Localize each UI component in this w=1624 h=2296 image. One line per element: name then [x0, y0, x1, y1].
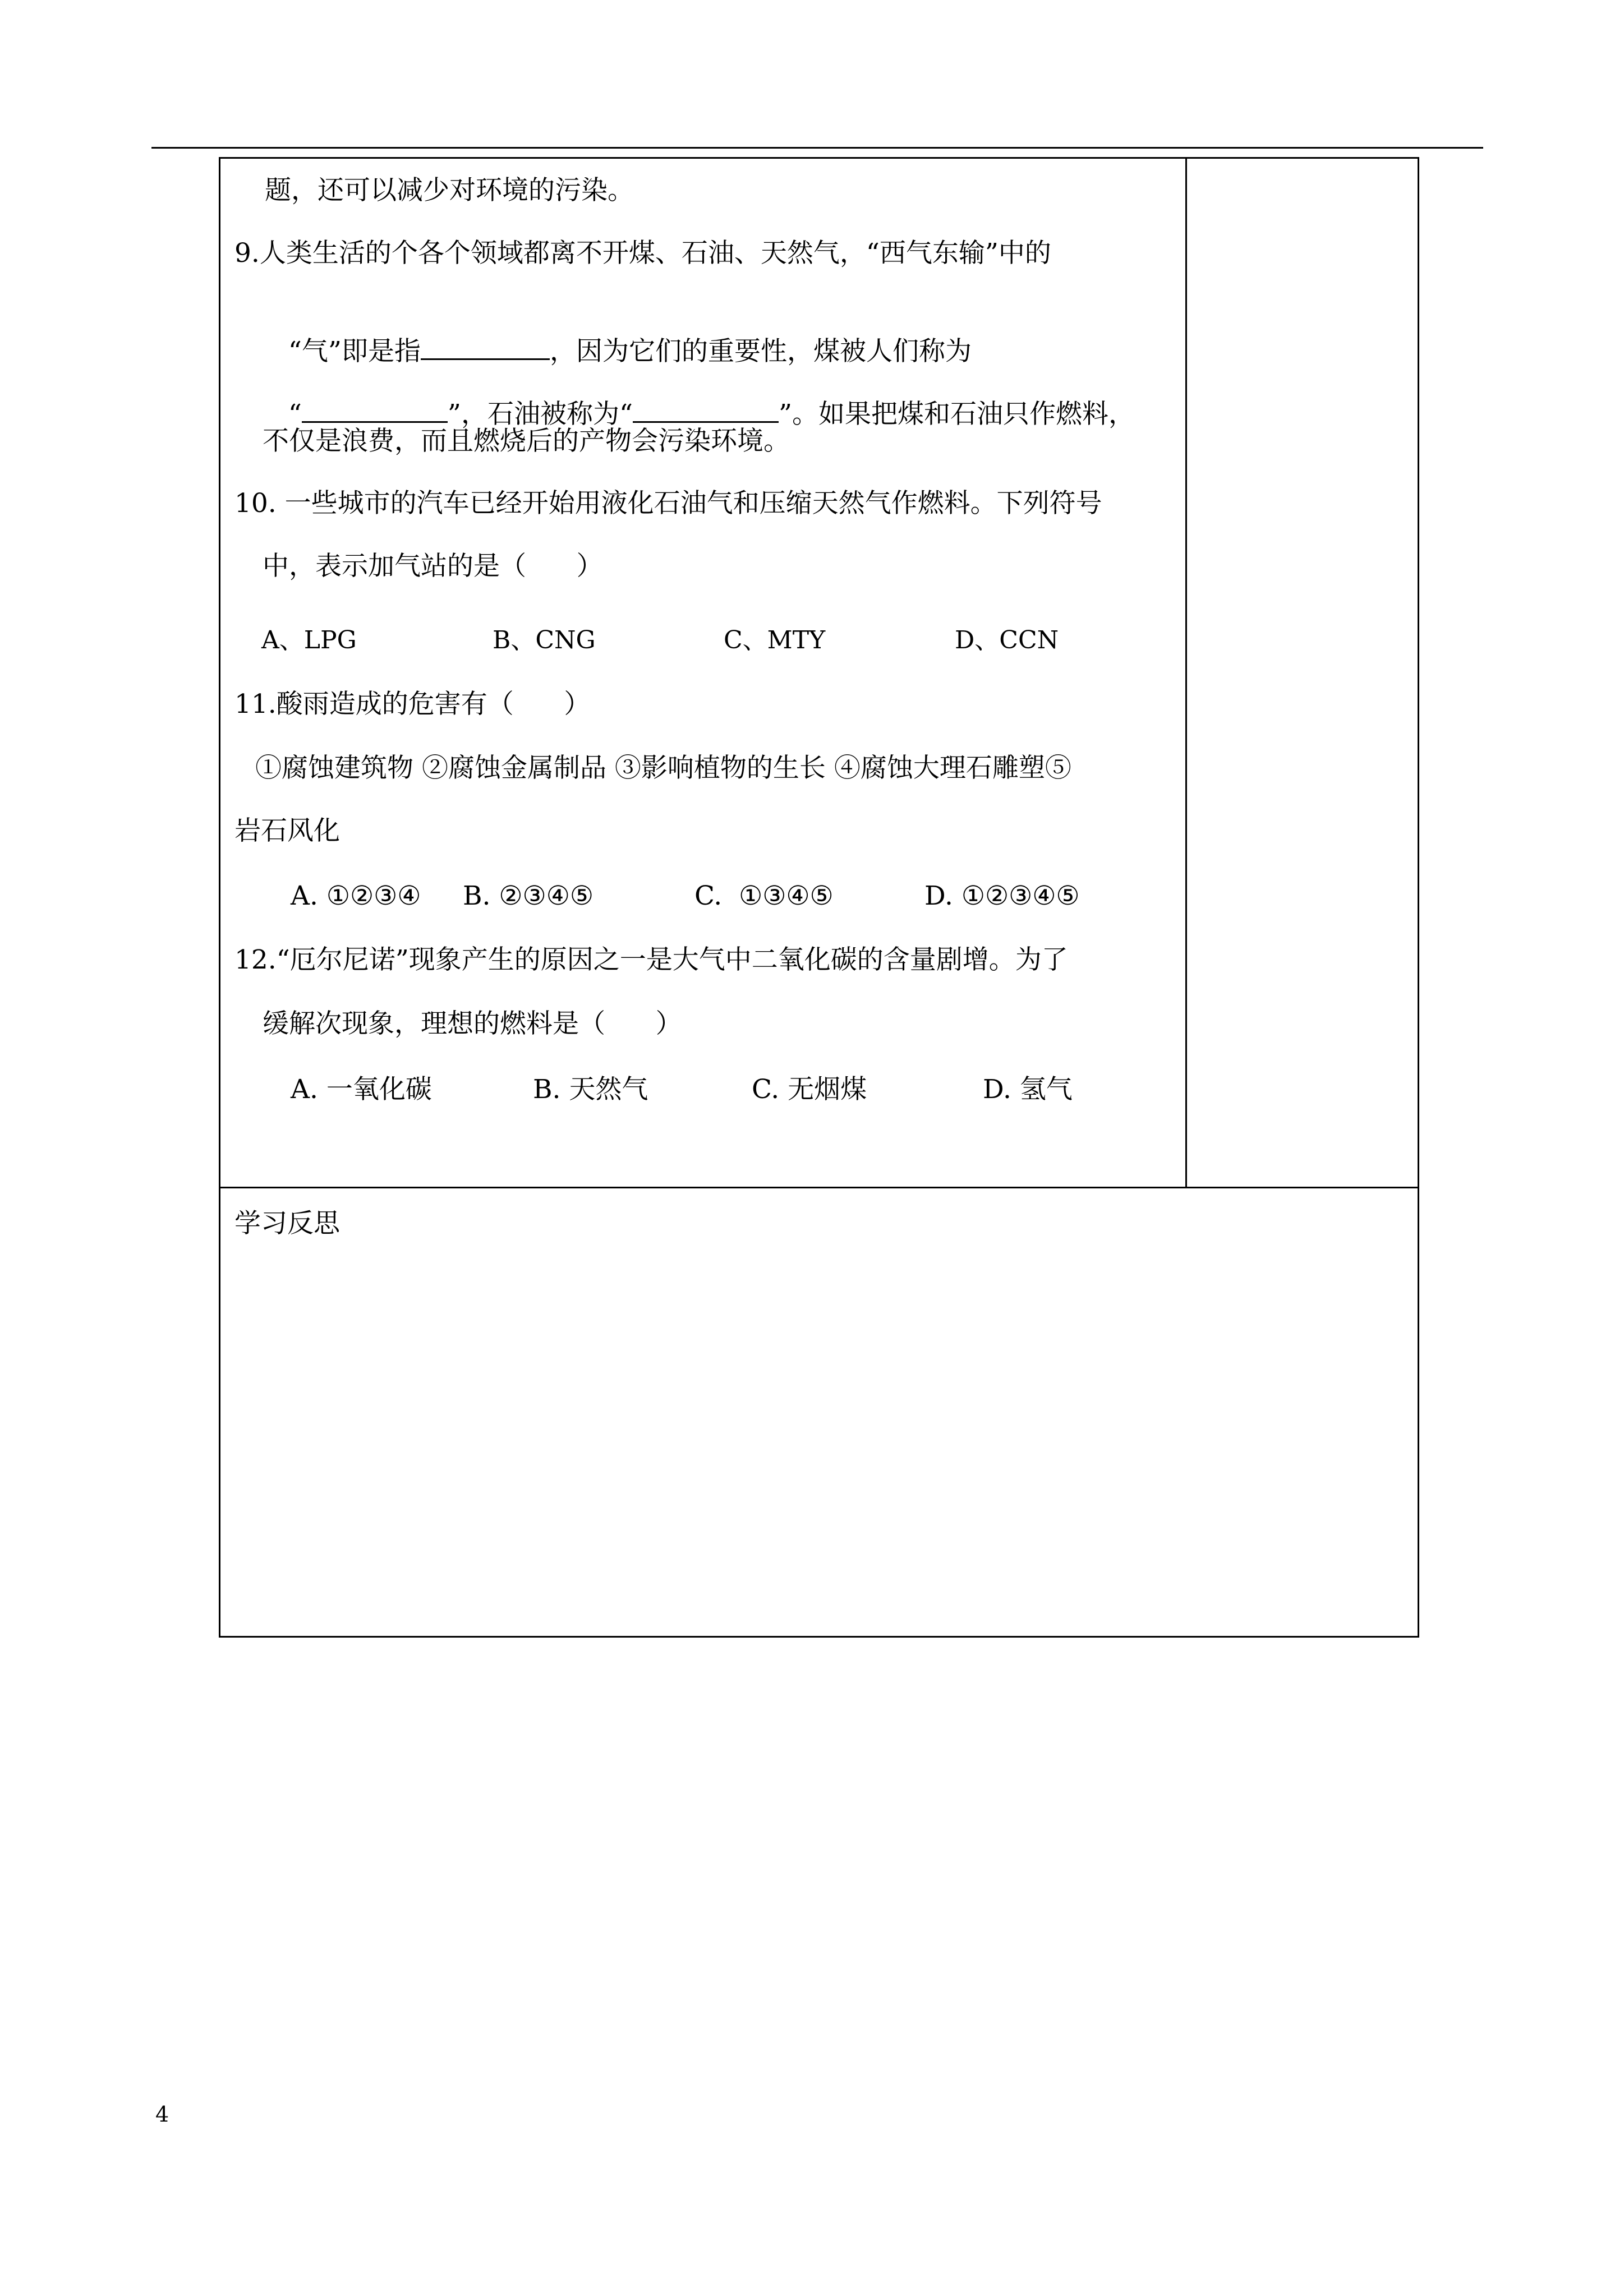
- question-10-option-c: C、MTY: [724, 626, 826, 654]
- question-12-line-2: 缓解次现象，理想的燃料是（ ）: [263, 1008, 682, 1039]
- question-9-text-c: “: [288, 399, 302, 430]
- question-12-option-a: A. 一氧化碳: [291, 1074, 432, 1105]
- answer-blank-1: [421, 333, 550, 360]
- question-12-line-1: 12.“厄尔尼诺”现象产生的原因之一是大气中二氧化碳的含量剧增。为了: [234, 944, 1068, 975]
- question-9-text-e: ”。如果把煤和石油只作燃料，: [778, 399, 1135, 430]
- answer-blank-2: [302, 395, 448, 423]
- question-12-option-d: D. 氢气: [983, 1074, 1073, 1105]
- question-9-line-2: [272, 299, 972, 368]
- question-11-line-3: 岩石风化: [234, 815, 340, 846]
- question-10-line-2: 中，表示加气站的是（ ）: [263, 551, 603, 582]
- question-12-option-b: B. 天然气: [533, 1074, 648, 1105]
- reflection-row-divider: [219, 1187, 1419, 1188]
- notes-column-divider: [1185, 157, 1187, 1187]
- header-rule: [151, 147, 1483, 149]
- page-number: 4: [155, 2102, 169, 2127]
- question-9-text-a: “气”即是指: [288, 336, 421, 367]
- answer-blank-3: [633, 395, 779, 423]
- question-11-line-1: 11.酸雨造成的危害有（ ）: [234, 689, 591, 720]
- question-11-option-a: A. ①②③④: [291, 880, 421, 911]
- question-10-option-a: A、LPG: [261, 626, 357, 654]
- question-10-option-d: D、CCN: [955, 626, 1059, 654]
- question-11-option-c: C. ①③④⑤: [694, 880, 834, 911]
- question-9-line-4: 不仅是浪费，而且燃烧后的产物会污染环境。: [263, 426, 790, 457]
- question-11-option-b: B. ②③④⑤: [463, 880, 594, 911]
- question-9-text-b: ，因为它们的重要性，煤被人们称为: [549, 336, 972, 367]
- question-10-option-b: B、CNG: [493, 626, 596, 654]
- question-9-line-3: [272, 362, 1135, 431]
- reflection-label: 学习反思: [234, 1208, 340, 1239]
- question-9-text-d: ”，石油被称为“: [447, 399, 633, 430]
- text-line-continuation: 题，还可以减少对环境的污染。: [265, 175, 634, 206]
- question-12-option-c: C. 无烟煤: [752, 1074, 867, 1105]
- question-10-line-1: 10. 一些城市的汽车已经开始用液化石油气和压缩天然气作燃料。下列符号: [234, 488, 1102, 519]
- question-11-option-d: D. ①②③④⑤: [924, 880, 1080, 911]
- question-11-line-2: ①腐蚀建筑物 ②腐蚀金属制品 ③影响植物的生长 ④腐蚀大理石雕塑⑤: [255, 753, 1071, 783]
- question-9-line-1: 9.人类生活的个各个领域都离不开煤、石油、天然气，“西气东输”中的: [234, 238, 1051, 269]
